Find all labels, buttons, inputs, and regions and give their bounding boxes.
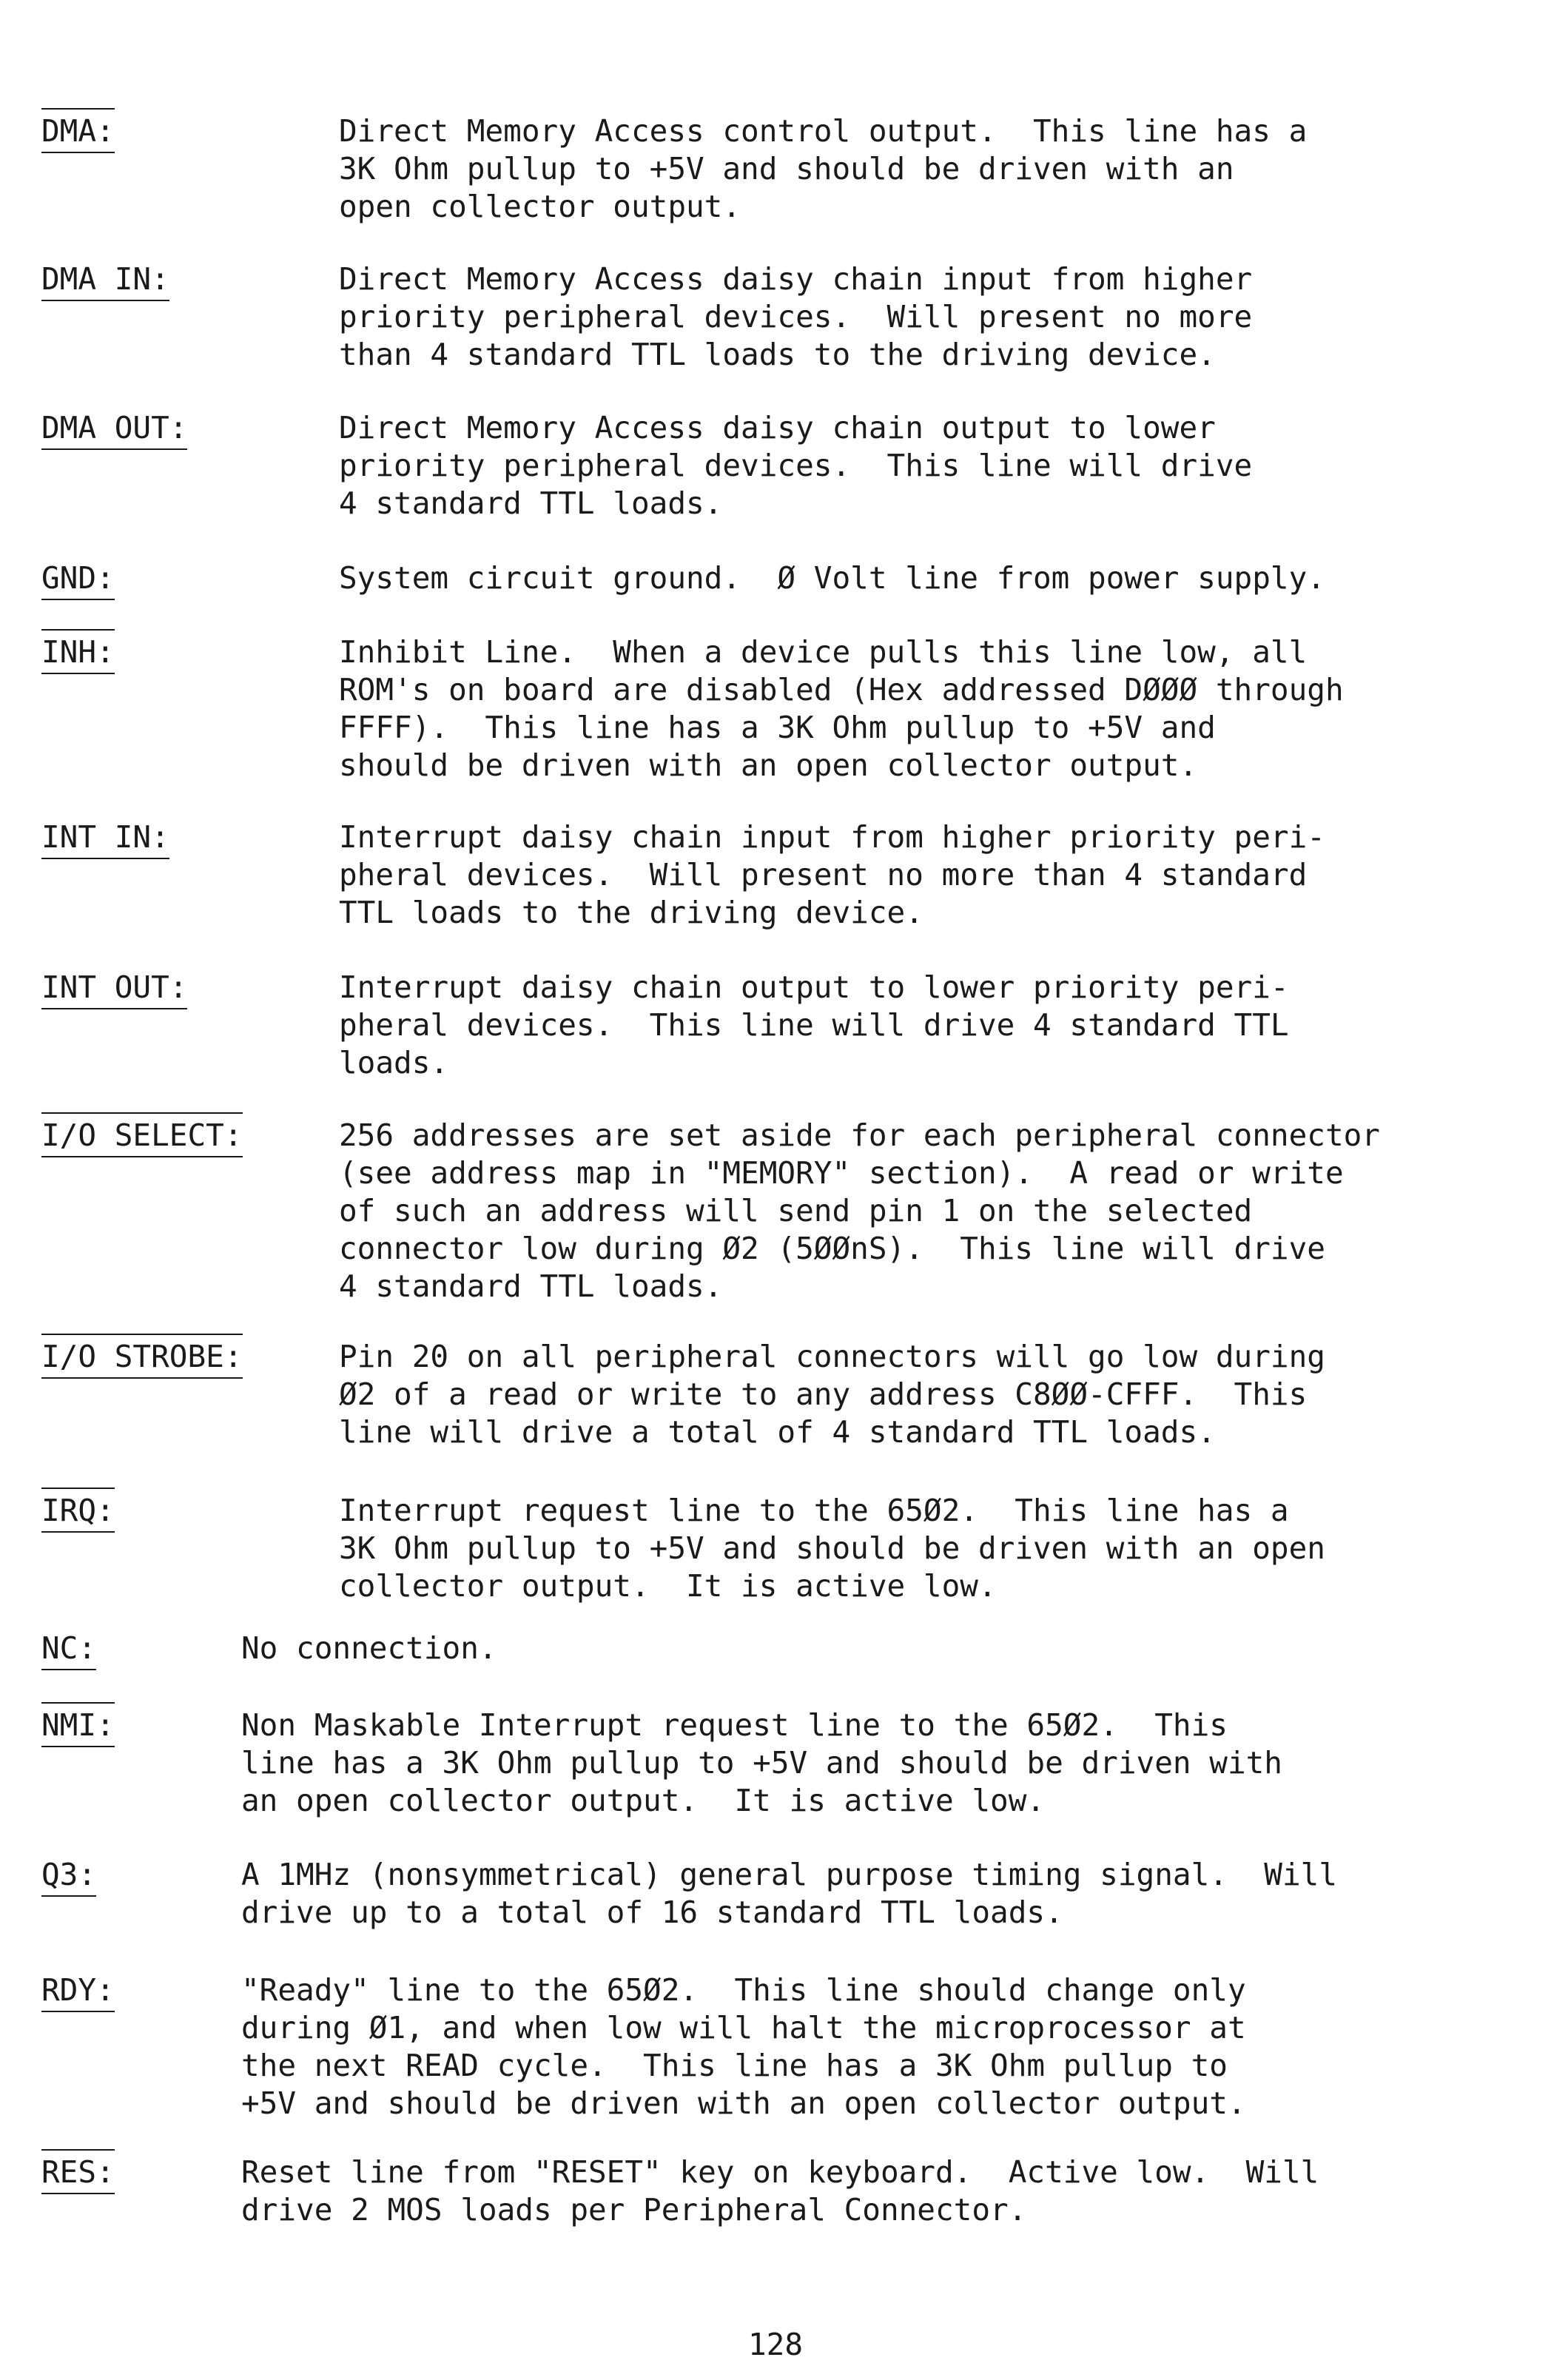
desc-int-in bbox=[339, 818, 1325, 932]
desc-line: pheral devices. Will present no more than 4 standard bbox=[339, 857, 1308, 892]
term-rdy: RDY: bbox=[41, 1971, 115, 2012]
desc-line: Reset line from "RESET" key on keyboard. Active low. Will bbox=[241, 2154, 1319, 2190]
term-res bbox=[41, 2154, 115, 2194]
term-dma-in: DMA IN: bbox=[41, 260, 169, 301]
term-res-label: RES: bbox=[41, 2154, 115, 2190]
desc-line: Non Maskable Interrupt request line to the 65Ø2. This bbox=[241, 1707, 1228, 1743]
term-inh bbox=[41, 633, 115, 674]
desc-line: 4 standard TTL loads. bbox=[339, 485, 723, 521]
desc-int-out bbox=[339, 969, 1289, 1082]
desc-line: priority peripheral devices. This line will drive bbox=[339, 448, 1253, 483]
desc-line: drive up to a total of 16 standard TTL loads. bbox=[241, 1895, 1063, 1930]
term-irq-label: IRQ: bbox=[41, 1493, 115, 1528]
desc-line: Ø2 of a read or write to any address C8ØØ-CFFF. This bbox=[339, 1376, 1308, 1412]
desc-line: than 4 standard TTL loads to the driving device. bbox=[339, 337, 1216, 372]
term-dma-out: DMA OUT: bbox=[41, 409, 187, 450]
desc-line: 3K Ohm pullup to +5V and should be driven with an open bbox=[339, 1530, 1325, 1566]
desc-line: A 1MHz (nonsymmetrical) general purpose timing signal. Will bbox=[241, 1857, 1338, 1892]
desc-line: Direct Memory Access daisy chain input from higher bbox=[339, 261, 1253, 297]
desc-line: 256 addresses are set aside for each peripheral connector bbox=[339, 1117, 1380, 1153]
desc-line: 3K Ohm pullup to +5V and should be driven with an bbox=[339, 151, 1234, 186]
term-int-out: INT OUT: bbox=[41, 969, 187, 1009]
desc-irq bbox=[339, 1492, 1325, 1605]
desc-q3 bbox=[241, 1856, 1337, 1932]
desc-line: priority peripheral devices. Will present no more bbox=[339, 299, 1253, 335]
desc-line: line will drive a total of 4 standard TTL loads. bbox=[339, 1414, 1216, 1450]
desc-line: 4 standard TTL loads. bbox=[339, 1268, 723, 1304]
desc-line: pheral devices. This line will drive 4 standard TTL bbox=[339, 1007, 1289, 1043]
desc-line: Interrupt request line to the 65Ø2. This line has a bbox=[339, 1493, 1289, 1528]
desc-line: System circuit ground. Ø Volt line from power supply. bbox=[339, 560, 1325, 596]
term-irq bbox=[41, 1492, 115, 1533]
desc-res bbox=[241, 2154, 1319, 2229]
desc-line: loads. bbox=[339, 1045, 449, 1080]
desc-line: No connection. bbox=[241, 1630, 497, 1666]
term-io-select-label: I/O SELECT: bbox=[41, 1117, 243, 1153]
desc-io-strobe bbox=[339, 1338, 1325, 1451]
desc-dma-out bbox=[339, 409, 1252, 522]
term-nmi-label: NMI: bbox=[41, 1707, 115, 1743]
desc-line: should be driven with an open collector output. bbox=[339, 747, 1198, 783]
desc-line: +5V and should be driven with an open collector output. bbox=[241, 2085, 1246, 2121]
desc-line: an open collector output. It is active low. bbox=[241, 1783, 1046, 1818]
desc-line: connector low during Ø2 (5ØØnS). This line will drive bbox=[339, 1231, 1325, 1266]
desc-line: "Ready" line to the 65Ø2. This line should change only bbox=[241, 1972, 1246, 2008]
term-dma-label: DMA: bbox=[41, 113, 115, 149]
desc-line: Interrupt daisy chain input from higher priority peri- bbox=[339, 819, 1325, 855]
desc-line: (see address map in "MEMORY" section). A read or write bbox=[339, 1155, 1344, 1191]
term-nc: NC: bbox=[41, 1630, 96, 1670]
desc-gnd bbox=[339, 559, 1325, 597]
desc-line: the next READ cycle. This line has a 3K Ohm pullup to bbox=[241, 2048, 1228, 2083]
desc-io-select bbox=[339, 1117, 1380, 1305]
term-int-in: INT IN: bbox=[41, 818, 169, 859]
desc-line: TTL loads to the driving device. bbox=[339, 895, 923, 930]
desc-line: Pin 20 on all peripheral connectors will go low during bbox=[339, 1339, 1325, 1374]
term-q3: Q3: bbox=[41, 1856, 96, 1897]
desc-line: drive 2 MOS loads per Peripheral Connector. bbox=[241, 2192, 1027, 2228]
desc-line: of such an address will send pin 1 on the selected bbox=[339, 1193, 1253, 1228]
desc-dma-in bbox=[339, 260, 1252, 374]
term-nmi bbox=[41, 1707, 115, 1747]
desc-line: Interrupt daisy chain output to lower priority peri- bbox=[339, 969, 1289, 1005]
desc-rdy bbox=[241, 1971, 1246, 2122]
desc-line: during Ø1, and when low will halt the microprocessor at bbox=[241, 2010, 1246, 2045]
term-io-strobe bbox=[41, 1338, 243, 1379]
term-inh-label: INH: bbox=[41, 634, 115, 670]
desc-line: line has a 3K Ohm pullup to +5V and should be driven with bbox=[241, 1745, 1282, 1781]
desc-line: Direct Memory Access daisy chain output to lower bbox=[339, 410, 1216, 446]
desc-line: open collector output. bbox=[339, 189, 741, 224]
term-io-select bbox=[41, 1117, 243, 1157]
term-gnd: GND: bbox=[41, 559, 115, 600]
desc-nc bbox=[241, 1630, 497, 1667]
desc-nmi bbox=[241, 1707, 1282, 1820]
desc-line: collector output. It is active low. bbox=[339, 1568, 997, 1604]
page-number: 128 bbox=[747, 2327, 804, 2362]
desc-line: ROM's on board are disabled (Hex addressed DØØØ through bbox=[339, 672, 1344, 707]
desc-line: Direct Memory Access control output. This line has a bbox=[339, 113, 1308, 149]
term-dma bbox=[41, 112, 115, 153]
desc-line: Inhibit Line. When a device pulls this line low, all bbox=[339, 634, 1308, 670]
term-io-strobe-label: I/O STROBE: bbox=[41, 1339, 243, 1374]
desc-inh bbox=[339, 633, 1344, 784]
desc-dma bbox=[339, 112, 1307, 226]
desc-line: FFFF). This line has a 3K Ohm pullup to +5V and bbox=[339, 710, 1216, 745]
